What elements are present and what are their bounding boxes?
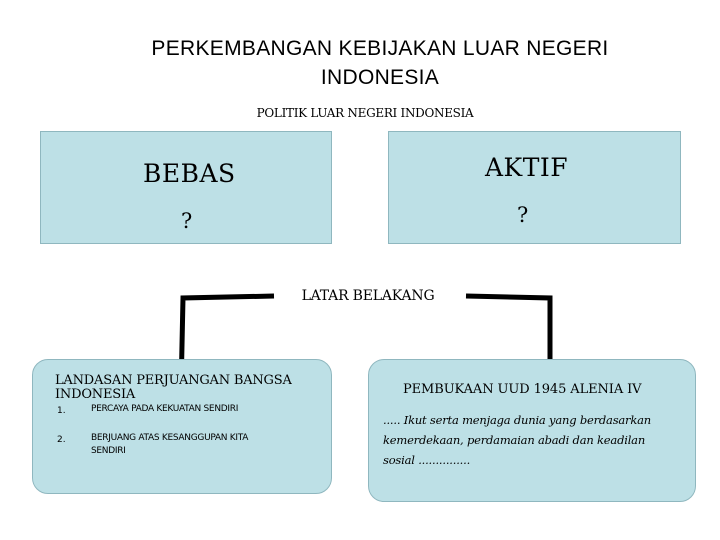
landasan-item-1-text: PERCAYA PADA KEKUATAN SENDIRI — [91, 404, 239, 414]
landasan-item-2-number: 2. — [57, 435, 66, 445]
landasan-box — [32, 359, 332, 494]
subtitle: POLITIK LUAR NEGERI INDONESIA — [256, 106, 474, 120]
landasan-heading: LANDASAN PERJUANGAN BANGSA INDONESIA — [55, 373, 292, 402]
latar-belakang-label: LATAR BELAKANG — [301, 288, 435, 304]
right-connector — [466, 296, 550, 360]
landasan-item-2-text: BERJUANG ATAS KESANGGUPAN KITA SENDIRI — [91, 433, 249, 456]
aktif-question: ? — [517, 203, 529, 227]
pembukaan-heading: PEMBUKAAN UUD 1945 ALENIA IV — [403, 382, 642, 397]
page-title-line1: PERKEMBANGAN KEBIJAKAN LUAR NEGERI — [151, 37, 609, 60]
page-title-line2: INDONESIA — [320, 66, 440, 89]
bebas-question: ? — [181, 209, 193, 233]
aktif-label: AKTIF — [485, 153, 569, 182]
bebas-label: BEBAS — [143, 159, 236, 188]
pembukaan-box — [368, 359, 696, 502]
landasan-item-1-number: 1. — [57, 406, 66, 416]
pembukaan-text: ..... Ikut serta menjaga dunia yang berdasarkan kemerdekaan, perdamaian abadi dan keadilan sosial ............... — [383, 413, 651, 467]
